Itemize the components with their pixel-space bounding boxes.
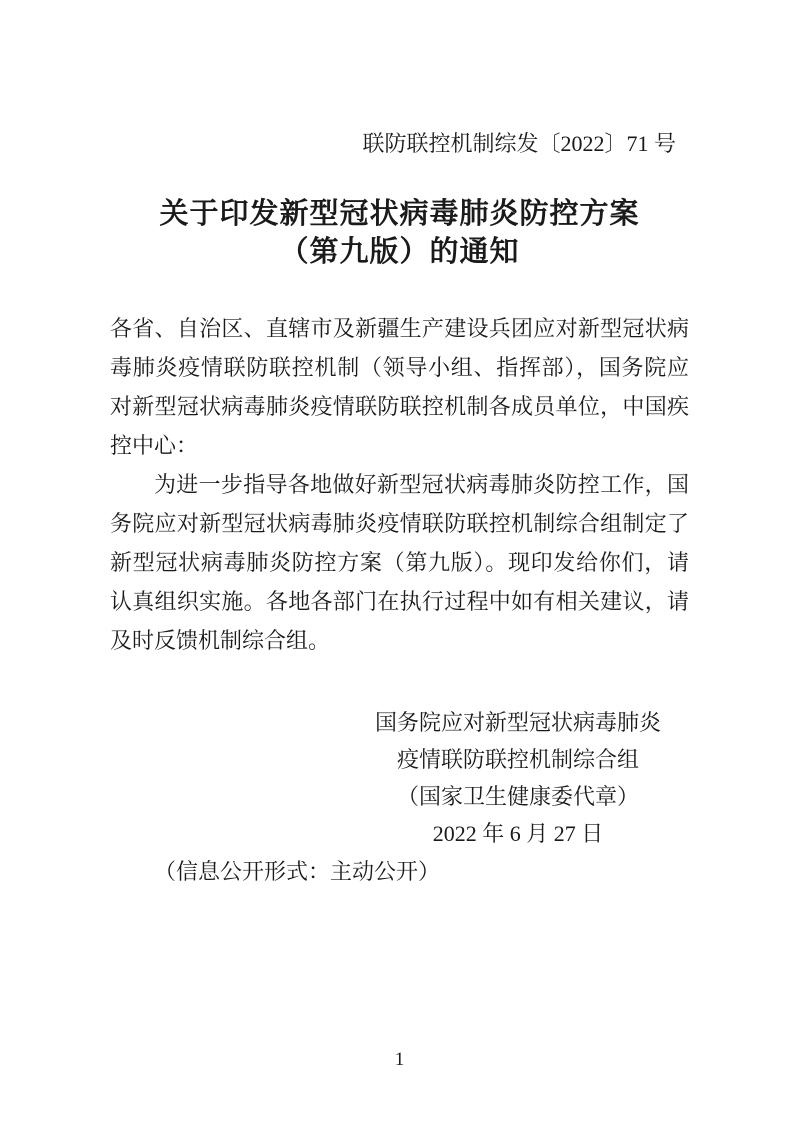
signature-date: 2022 年 6 月 27 日 (432, 821, 604, 846)
document-body (110, 309, 689, 660)
document-title (110, 195, 689, 271)
signature-seal-note: （国家卫生健康委代章） (396, 784, 639, 809)
document-title-line1: 关于印发新型冠状病毒肺炎防控方案 (159, 198, 640, 230)
document-title-line2: （第九版）的通知 (279, 236, 520, 268)
signature-block (110, 704, 689, 852)
recipients-paragraph: 各省、自治区、直辖市及新疆生产建设兵团应对新型冠状病毒肺炎疫情联防联控机制（领导小组、指挥部），国务院应对新型冠状病毒肺炎疫情联防联控机制各成员单位，中国疾控中心： (110, 316, 689, 458)
page-number: 1 (394, 1049, 405, 1070)
doc-number: 联防联控机制综发〔2022〕71 号 (362, 131, 676, 156)
main-paragraph: 为进一步指导各地做好新型冠状病毒肺炎防控工作，国务院应对新型冠状病毒肺炎疫情联防联控机制综合组制定了新型冠状病毒肺炎防控方案（第九版）。现印发给你们，请认真组织实施。各地各部门在执行过程中如有相关建议，请及时反馈机制综合组。 (110, 472, 689, 653)
signature-org-line1: 国务院应对新型冠状病毒肺炎 (374, 710, 661, 735)
signature-org-line2: 疫情联防联控机制综合组 (396, 747, 639, 772)
disclosure-line: （信息公开形式：主动公开） (154, 859, 441, 884)
